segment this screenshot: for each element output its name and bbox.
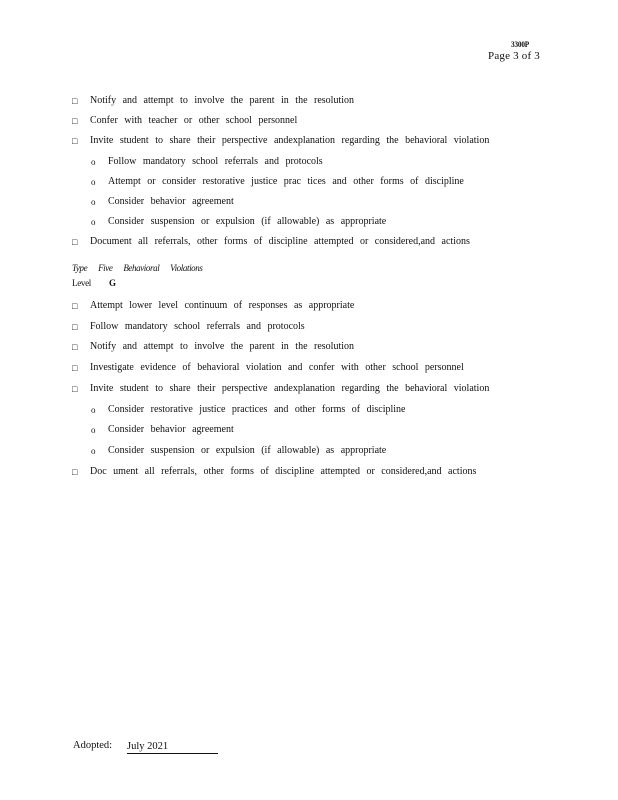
square-bullet-icon: □ <box>72 321 78 332</box>
adopted-label: Adopted: <box>73 740 113 751</box>
list-item-text: Attempt lower level continuum of responses as appropriate <box>90 300 355 311</box>
adopted-date: July 2021 <box>127 740 218 754</box>
level-value: G <box>109 278 116 288</box>
square-bullet-icon: □ <box>72 466 78 477</box>
square-bullet-icon: □ <box>72 363 78 374</box>
list-item-text: Confer with teacher or other school personnel <box>90 115 298 127</box>
adopted-footer <box>73 740 169 752</box>
square-bullet-icon: □ <box>72 237 78 248</box>
list-item-text: Investigate evidence of behavioral violation and confer with other school personnel <box>90 362 464 374</box>
list-item-text: Consider behavior agreement <box>108 424 234 436</box>
policy-code: 3300P <box>511 39 530 49</box>
list-item-text: Invite student to share their perspective andexplanation regarding the behavioral violation <box>90 382 490 394</box>
circle-bullet-icon: o <box>91 425 96 436</box>
level-line <box>72 278 116 288</box>
square-bullet-icon: □ <box>72 342 78 353</box>
square-bullet-icon: □ <box>72 136 78 147</box>
list-item-text: Consider restorative justice practices and other forms of discipline <box>108 403 406 415</box>
list-item-text: Invite student to share their perspective andexplanation regarding the behavioral violation <box>90 135 490 147</box>
list-item-text: Consider behavior agreement <box>108 196 234 207</box>
page-number: Page 3 of 3 <box>488 50 540 62</box>
type-heading: Type Five Behavioral Violations <box>72 263 203 273</box>
circle-bullet-icon: o <box>91 197 96 207</box>
square-bullet-icon: □ <box>72 96 78 106</box>
list-item-text: Attempt or consider restorative justice prac tices and other forms of discipline <box>108 175 464 187</box>
list-item-text: Follow mandatory school referrals and protocols <box>90 320 305 332</box>
list-item-text: Document all referrals, other forms of discipline attempted or considered,and actions <box>90 236 470 248</box>
list-item-text: Follow mandatory school referrals and protocols <box>108 155 323 167</box>
list-item-text: Consider suspension or expulsion (if allowable) as appropriate <box>108 216 387 228</box>
circle-bullet-icon: o <box>91 404 96 415</box>
list-item-text: Consider suspension or expulsion (if allowable) as appropriate <box>108 444 387 456</box>
level-label: Level <box>72 278 91 288</box>
circle-bullet-icon: o <box>91 176 96 187</box>
square-bullet-icon: □ <box>72 383 78 394</box>
square-bullet-icon: □ <box>72 301 78 311</box>
list-item-text: Notify and attempt to involve the parent in the resolution <box>90 95 355 106</box>
circle-bullet-icon: o <box>91 217 96 228</box>
square-bullet-icon: □ <box>72 116 78 127</box>
circle-bullet-icon: o <box>91 156 96 167</box>
list-item-text: Doc ument all referrals, other forms of discipline attempted or considered,and actions <box>90 465 477 477</box>
circle-bullet-icon: o <box>91 445 96 456</box>
list-item-text: Notify and attempt to involve the parent in the resolution <box>90 341 355 353</box>
